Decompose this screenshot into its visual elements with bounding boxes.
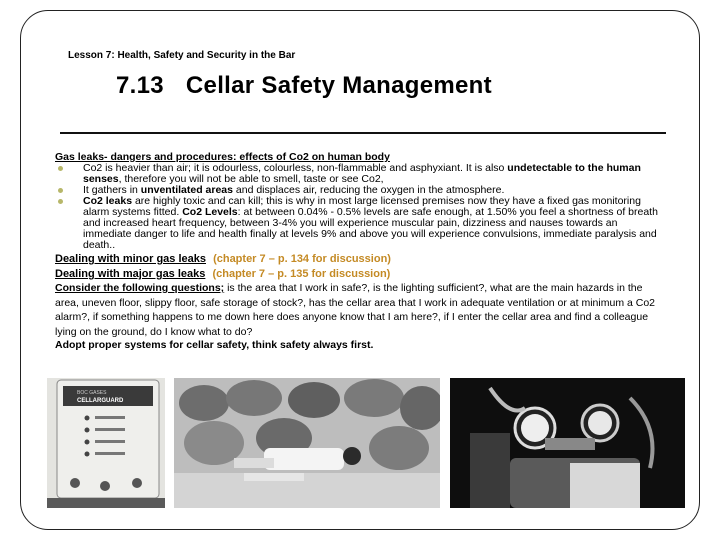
bullet-bold-text: Co2 leaks [83,195,133,207]
bullet-bold-text: unventilated areas [140,184,233,196]
major-leaks-line [55,267,667,281]
major-leaks-heading: Dealing with major gas leaks [55,268,206,280]
co2-alarm-photo [47,378,165,508]
title-number: 7.13 [116,72,164,99]
slide-content [55,152,667,352]
gas-leaks-heading: Gas leaks- dangers and procedures: effects of Co2 on human body [55,151,390,163]
bullet-text: It gathers in [83,184,141,196]
cellar-casualty-photo [174,378,440,508]
page-title [116,72,492,100]
alarm-brand-text: CELLARGUARD [77,398,124,404]
consider-heading: Consider the following questions; [55,282,225,294]
major-leaks-chapter-ref: (chapter 7 – p. 135 for discussion) [212,268,391,280]
title-divider [60,132,666,134]
bullet-text: : at between 0.04% - 0.5% levels are safe enough, at 1.50% you feel a shortness of breath and increased heart frequency, between 3-4% you will experience muscular pain, dizziness and nauses towards an immediate danger to life and health finally at levels 9% and above you will experience convulsions, immediate paralysis and death.. [83,206,658,251]
closing-statement: Adopt proper systems for cellar safety, think safety always first. [55,339,374,351]
minor-leaks-heading: Dealing with minor gas leaks [55,253,206,265]
bullet-text: , therefore you will not be able to smell, taste or see Co2, [118,173,384,185]
bullet-dot-icon [58,166,63,171]
bullet-text: and displaces air, reducing the oxygen in the atmosphere. [232,184,505,196]
bullet-text: are highly toxic and can kill; this is why in most large licensed premises now they have a fixed gas monitoring alarm systems fitted. [83,195,641,218]
svg-text:BOC GASES: BOC GASES [77,390,107,396]
bullet-bold-text: Co2 Levels [182,206,238,218]
gas-cylinder-photo [450,378,685,508]
bullet-item [55,163,667,185]
consider-text: is the area that I work in safe?, is the lighting sufficient?, what are the main hazards in the area, uneven floor, slippy floor, safe storage of stock?, has the cellar area that I work in adequate ventilation or at minimum a Co2 alarm?, if something happens to me down here does anyone know that I am here?, if I enter the cellar area and find a colleague lying on the ground, do I know what to do? [55,282,655,338]
lesson-label: Lesson 7: Health, Safety and Security in the Bar [68,50,296,61]
bullet-dot-icon [58,199,63,204]
bullet-bold-text: undetectable to the human senses [83,162,641,185]
bullet-dot-icon [58,188,63,193]
bullet-list [55,163,667,251]
title-text: Cellar Safety Management [185,72,492,99]
consider-paragraph [55,281,667,339]
bullet-item [55,196,667,251]
minor-leaks-line [55,252,667,266]
bullet-text: Co2 is heavier than air; it is odourless, colourless, non-flammable and asphyxiant. It is also [83,162,508,174]
minor-leaks-chapter-ref: (chapter 7 – p. 134 for discussion) [213,253,391,265]
